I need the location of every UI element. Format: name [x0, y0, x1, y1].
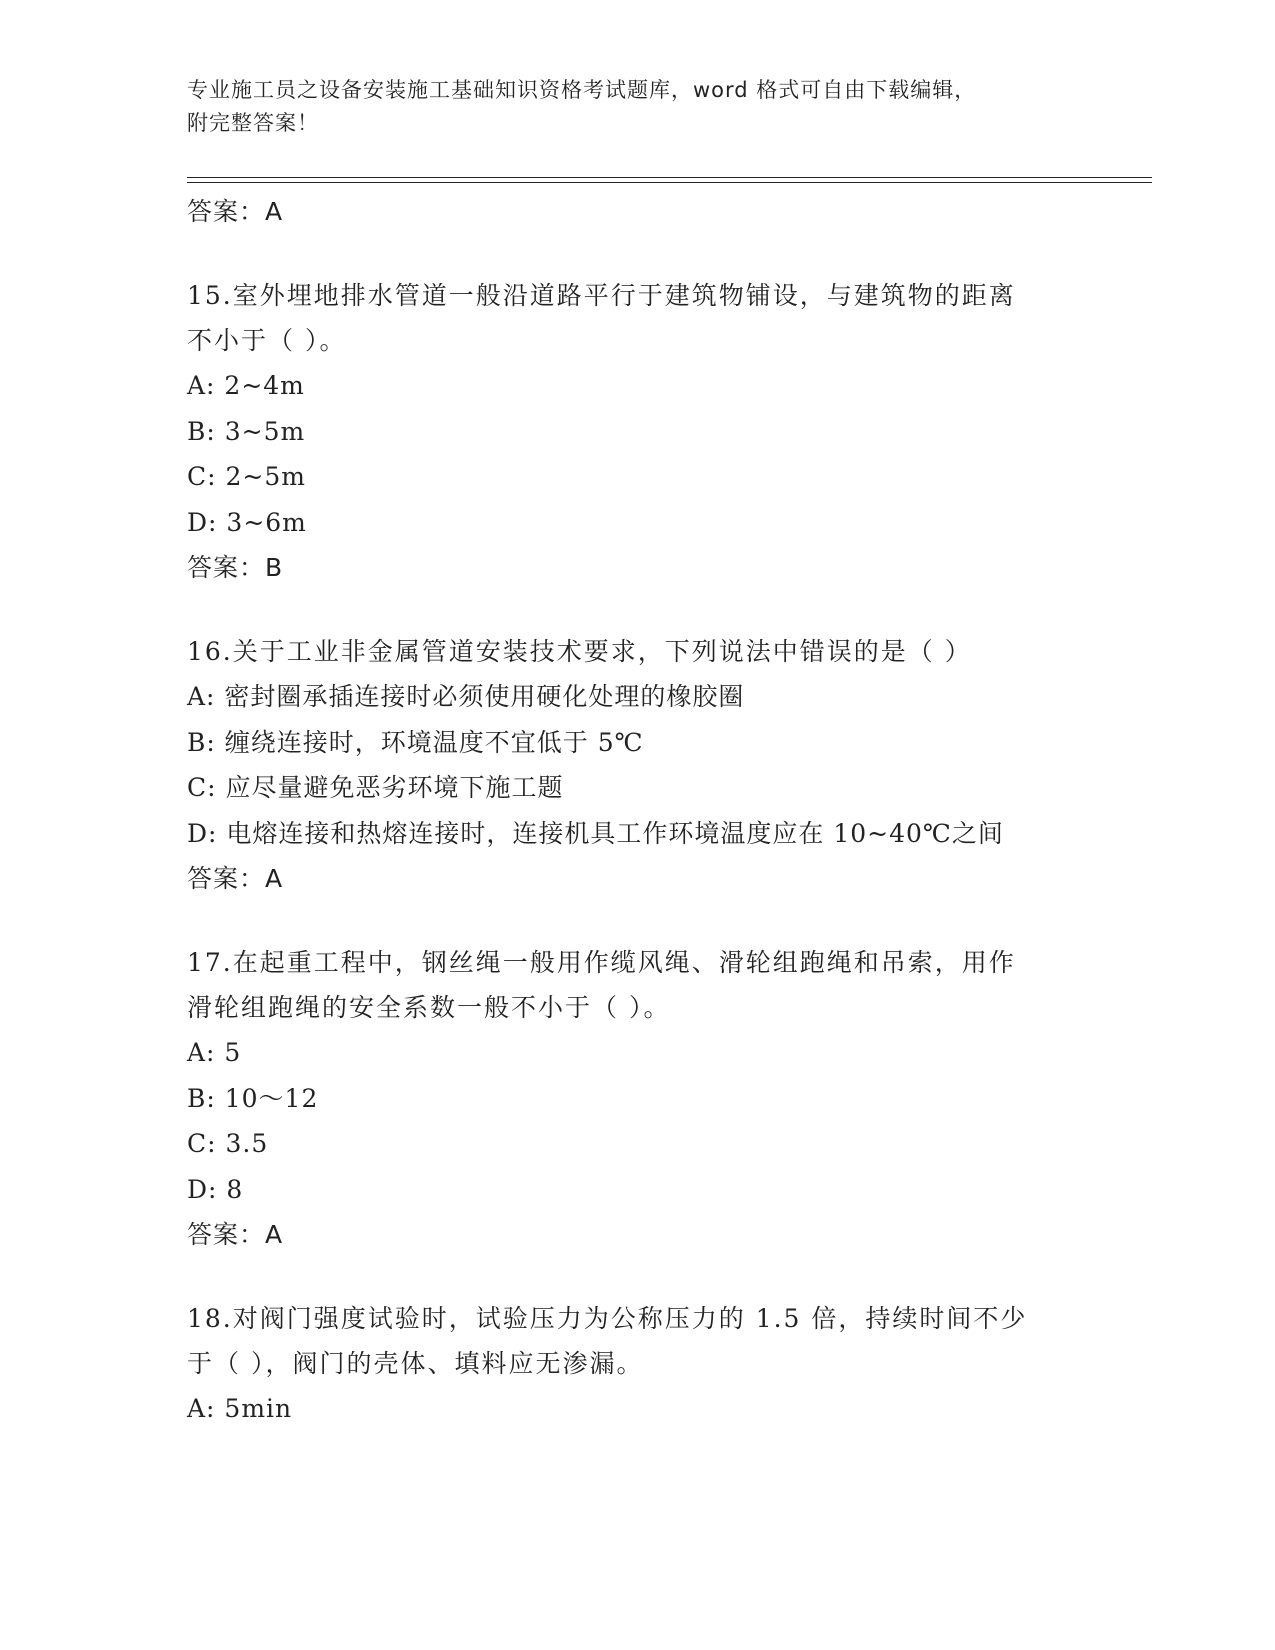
spacer — [187, 902, 1087, 940]
spacer — [187, 235, 1087, 273]
question-text: 17.在起重工程中，钢丝绳一般用作缆风绳、滑轮组跑绳和吊索，用作 — [187, 948, 1016, 977]
question-text: 不小于（ ）。 — [187, 326, 347, 355]
option-d: D: 3~6m — [187, 507, 307, 537]
answer-line: 答案：A — [187, 1220, 284, 1249]
header-line-2: 附完整答案！ — [187, 111, 319, 135]
answer-line: 答案：B — [187, 553, 284, 582]
question-block — [187, 629, 1087, 902]
spacer — [187, 591, 1087, 629]
question-text: 滑轮组跑绳的安全系数一般不小于（ ）。 — [187, 993, 671, 1022]
option-a: A: 5 — [187, 1038, 242, 1067]
question-text: 于（ ），阀门的壳体、填料应无渗漏。 — [187, 1349, 644, 1378]
header-line-1: 专业施工员之设备安装施工基础知识资格考试题库，word 格式可自由下载编辑， — [187, 78, 977, 102]
question-text: 16.关于工业非金属管道安装技术要求，下列说法中错误的是（ ） — [187, 637, 972, 666]
answer-line: 答案：A — [187, 197, 284, 226]
option-b: B: 缠绕连接时，环境温度不宜低于 5℃ — [187, 727, 644, 757]
question-list — [187, 189, 1087, 1432]
question-block — [187, 940, 1087, 1258]
question-text: 18.对阀门强度试验时，试验压力为公称压力的 1.5 倍，持续时间不少 — [187, 1304, 1028, 1333]
option-a: A: 5min — [187, 1394, 293, 1423]
question-block — [187, 1296, 1087, 1432]
spacer — [187, 1258, 1087, 1296]
header-divider-thin — [187, 182, 1152, 183]
answer-line: 答案：A — [187, 864, 284, 893]
option-b: B: 3~5m — [187, 416, 306, 446]
option-d: D: 电熔连接和热熔连接时，连接机具工作环境温度应在 10~40℃之间 — [187, 818, 1004, 848]
question-text: 15.室外埋地排水管道一般沿道路平行于建筑物铺设，与建筑物的距离 — [187, 281, 1016, 310]
option-a: A: 密封圈承插连接时必须使用硬化处理的橡胶圈 — [187, 682, 745, 711]
question-block — [187, 273, 1087, 591]
header-divider-thick — [187, 177, 1152, 178]
page-header — [187, 74, 1087, 140]
option-c: C: 3.5 — [187, 1129, 269, 1158]
option-d: D: 8 — [187, 1174, 244, 1204]
option-c: C: 应尽量避免恶劣环境下施工题 — [187, 773, 564, 802]
option-c: C: 2~5m — [187, 462, 306, 491]
option-b: B: 10～12 — [187, 1083, 319, 1113]
option-a: A: 2~4m — [187, 371, 305, 400]
